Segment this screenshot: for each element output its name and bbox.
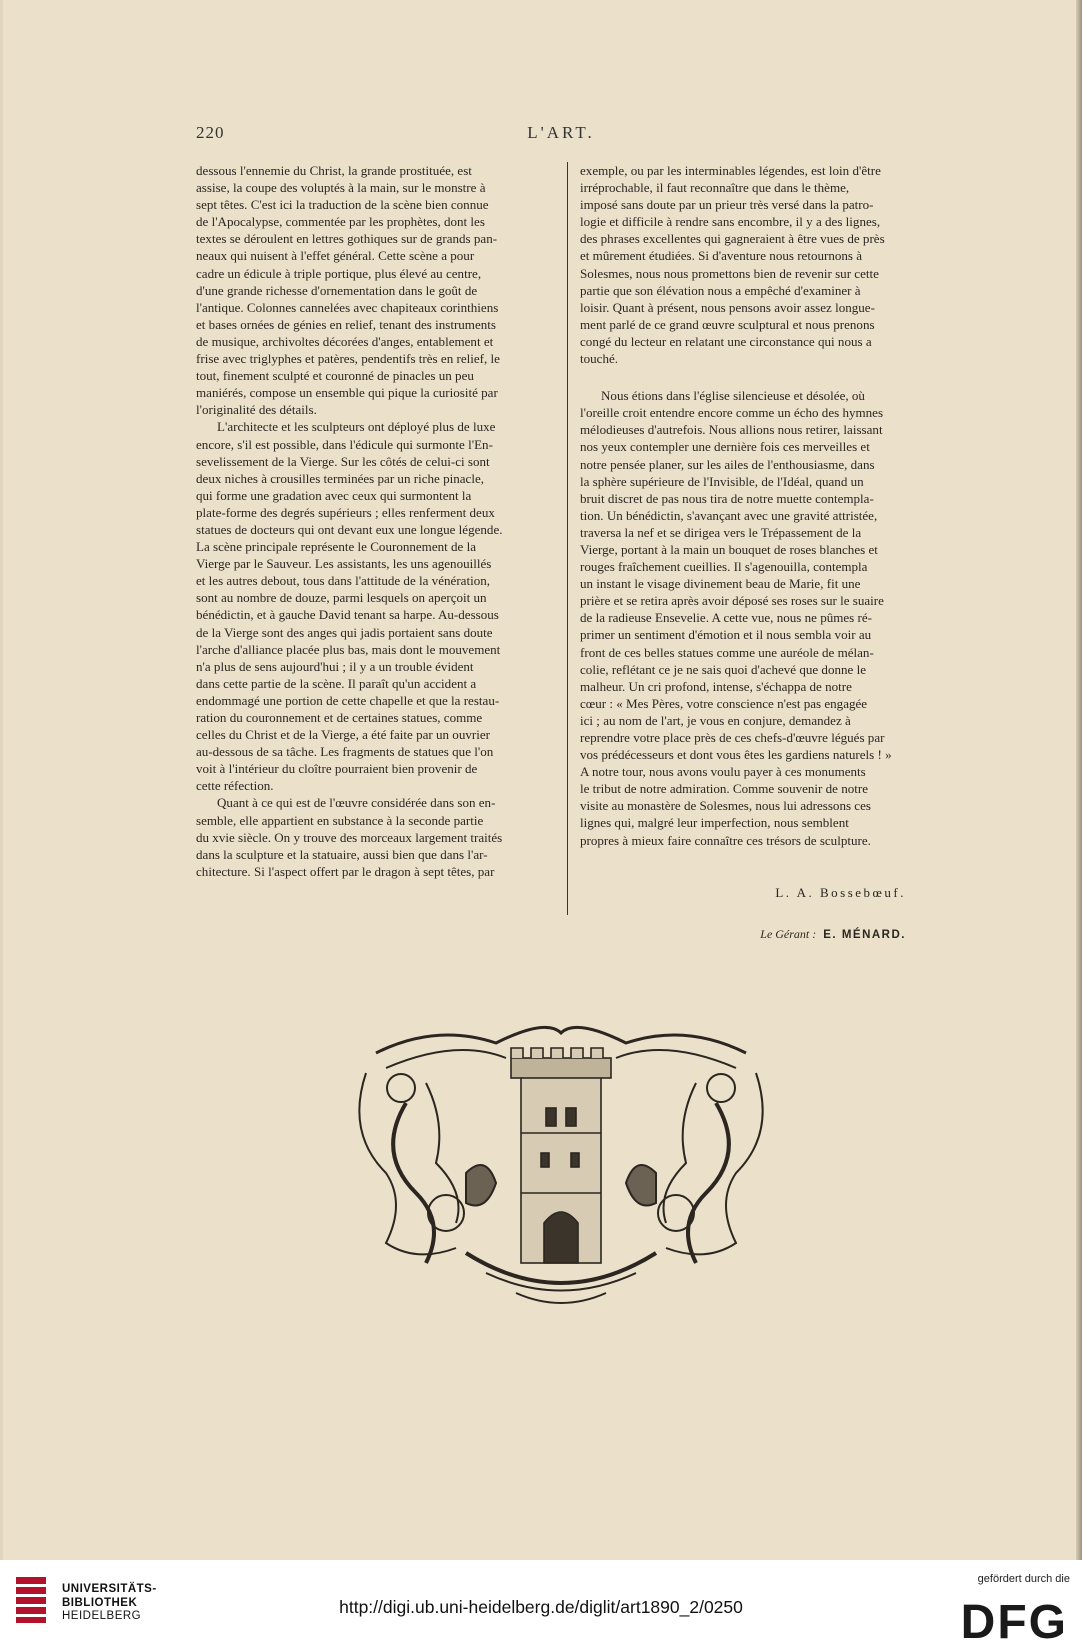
- footer-bar: [0, 1560, 1082, 1646]
- sponsor-caption: gefördert durch die: [977, 1573, 1070, 1585]
- paragraph: L'architecte et les sculpteurs ont déployé plus de luxe encore, s'il est possible, dans l'édicule qui surmonte l'En- sevelissement de la Vierge. Sur les côtés de celui-ci sont deux niches à crousilles terminées par un riche pinacle, qui forme une gradation avec ceux qui surmontent la plate-forme des degrés supérieurs ; elles renferment deux statues de docteurs qui ont devant eux une longue légende. La scène principale représente le Couronnement de la Vierge par le Sauveur. Les assistants, les uns agenouillés et les autres debout, tous dans l'attitude de la vénération, sont au nombre de douze, parmi lesquels on aperçoit un bénédictin, et à gauche David tenant sa harpe. Au-dessous de la Vierge sont des anges qui jadis portaient sans doute l'arche d'alliance placée plus bas, mais dont le mouvement n'a plus de sens aujourd'hui ; il y a un trouble évident dans cette partie de la scène. Il paraît qu'un accident a endommagé une portion de cette chapelle et que la restau- ration du couronnement et de certaines statues, comme celles du Christ et de la Vierge, a été faite par un ouvrier au-dessous de sa tâche. Les fragments de statues que l'on voit à l'intérieur du cloître pourraient bien provenir de cette réfection.: [196, 419, 503, 794]
- permalink-url[interactable]: http://digi.ub.uni-heidelberg.de/diglit/art1890_2/0250: [339, 1597, 743, 1617]
- tower-vignette-engraving: [346, 1013, 776, 1313]
- column-rule: [567, 162, 568, 915]
- paragraph: Nous étions dans l'église silencieuse et désolée, où l'oreille croit entendre encore comme un écho des hymnes mélodieuses d'autrefois. Nous allions nous retirer, laissant nos yeux contempler une dernière fois ces merveilles et notre pensée planer, sur les ailes de l'enthousiasme, dans la sphère supérieure de l'Invisible, de l'Idéal, quand un bruit discret de pas nous tira de notre muette contempla- tion. Un bénédictin, s'avançant avec une gravité attristée, traversa la nef et se dirigea vers le Trépassement de la Vierge, portant à la main un bouquet de roses blanches et rouges fraîchement cueillies. Il s'agenouilla, contempla un instant le visage divinement beau de Marie, fit une prière et se retira après avoir déposé ses roses sur le suaire de la radieuse Ensevelie. A cette vue, nous ne pûmes ré- primer un sentiment d'émotion et il nous sembla voir au front de ces belles statues comme une auréole de mélan- colie, reflétant ce je ne sais quoi d'achevé que donne le malheur. Un cri profond, intense, s'échappa de notre cœur : « Mes Pères, votre conscience n'est pas engagée ici ; au nom de l'art, je vous en conjure, demandez à reprendre votre place près de ces chefs-d'œuvre légués par vos prédécesseurs et dont vous êtes les gardiens naturels ! » A notre tour, nous avons voulu payer à ces monuments le tribut de notre admiration. Comme souvenir de notre visite au monastère de Solesmes, nous lui adressons ces lignes qui, malgré leur imperfection, nous semblent propres à mieux faire connaître ces trésors de sculpture.: [580, 388, 892, 848]
- running-head: L'ART.: [527, 123, 595, 142]
- gerant-label: Le Gérant :: [760, 927, 817, 941]
- paragraph: Quant à ce qui est de l'œuvre considérée dans son en- semble, elle appartient en substance à la seconde partie du xvie siècle. On y trouve des morceaux largement traités dans la sculpture et la statuaire, aussi bien que dans l'ar- chitecture. Si l'aspect offert par le dragon à sept têtes, par: [196, 795, 503, 879]
- library-line: HEIDELBERG: [62, 1610, 142, 1622]
- gerant-line: [580, 927, 936, 942]
- paragraph: dessous l'ennemie du Christ, la grande prostituée, est assise, la coupe des voluptés à la main, sur le monstre à sept têtes. C'est ici la traduction de la scène bien connue de l'Apocalypse, commentée par les prophètes, dont les textes se déroulent en lettres gothiques sur de grands pan- neaux qui nuisent à l'effet général. Cette scène a pour cadre un édicule à triple portique, plus élevé au centre, d'une grande richesse d'ornementation dans le goût de l'antique. Colonnes cannelées avec chapiteaux corinthiens et bases ornées de génies en relief, tenant des instruments de musique, archivoltes décorées d'anges, entablement et frise avec triglyphes et patères, pendentifs très en relief, le tout, finement sculpté et couronné de pinacles un peu maniérés, compose un ensemble qui pique la curiosité par l'originalité des détails.: [196, 163, 500, 418]
- library-line: UNIVERSITÄTS-: [62, 1583, 157, 1595]
- gerant-name: E. MÉNARD.: [823, 929, 906, 941]
- page-number: 220: [196, 123, 225, 142]
- author-signature: L. A. Bossebœuf.: [775, 885, 906, 900]
- page-header: [196, 123, 926, 145]
- left-column: [196, 162, 554, 880]
- page-left-edge: [0, 0, 3, 1560]
- dfg-logo-icon: [930, 1596, 1070, 1642]
- library-line: BIBLIOTHEK: [62, 1596, 138, 1609]
- dfg-logo-text: DFG: [960, 1596, 1068, 1642]
- right-column: [580, 162, 936, 849]
- paragraph: exemple, ou par les interminables légendes, est loin d'être irréprochable, il faut reconnaître que dans le thème, imposé sans doute par un prieur très versé dans la patro- logie et difficile à rendre sans encombre, il y a des lignes, des phrases excellentes qui gagneraient à être vues de près et mûrement étudiées. Si d'aventure nous retournons à Solesmes, nous nous promettons bien de revenir sur cette partie que son élévation nous a empêché d'examiner à loisir. Quant à présent, nous pensons avoir assez longue- ment parlé de ce grand œuvre sculptural et nous prenons congé du lecteur en relatant une circonstance qui nous a touché.: [580, 163, 885, 367]
- page-right-edge: [1076, 0, 1082, 1560]
